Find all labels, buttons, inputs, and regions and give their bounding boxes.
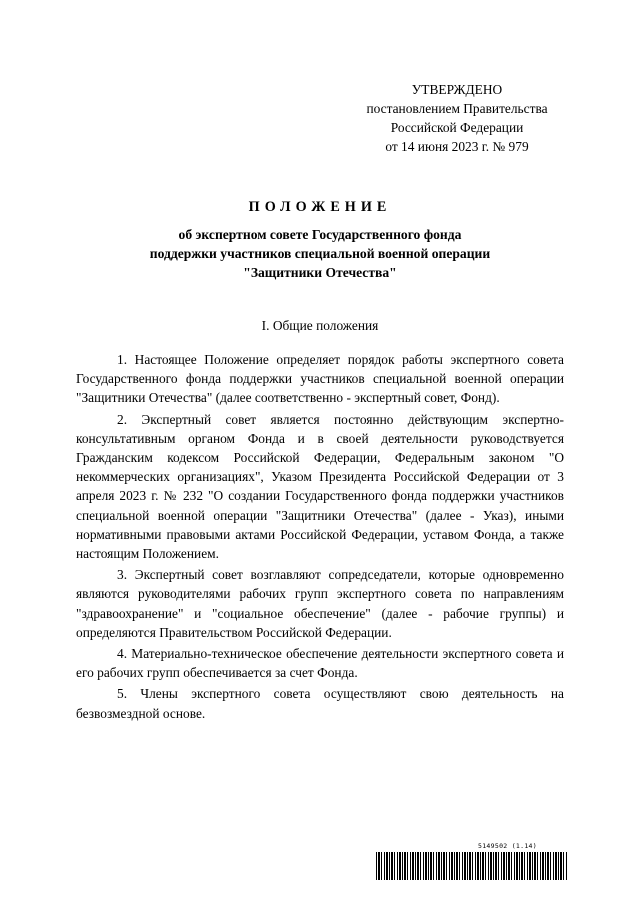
paragraph-3: 3. Экспертный совет возглавляют сопредседатели, которые одновременно являются руководителями рабочих групп экспертного совета по направлениям "здравоохранение" и "социальное обеспечение" (далее - рабочие группы) и определяются Правительством Российской Федерации. xyxy=(76,567,564,640)
approval-stamp: УТВЕРЖДЕНО xyxy=(411,82,503,97)
paragraph-1: 1. Настоящее Положение определяет порядок работы экспертного совета Государственного фонда поддержки участников специальной военной операции "Защитники Отечества" (далее соответственно - экспертный совет, Фонд). xyxy=(76,352,564,406)
subtitle-line-2: поддержки участников специальной военной операции xyxy=(149,246,491,261)
paragraph-4: 4. Материально-техническое обеспечение деятельности экспертного совета и его рабочих групп обеспечивается за счет Фонда. xyxy=(76,646,564,681)
document-subtitle xyxy=(80,225,560,282)
barcode-label: 5149502 (1.14) xyxy=(478,842,537,850)
document-body xyxy=(76,350,564,725)
section-heading: I. Общие положения xyxy=(261,318,379,333)
paragraph-2: 2. Экспертный совет является постоянно действующим экспертно-консультативным органом Фонда и в своей деятельности руководствуется Гражданским кодексом Российской Федерации, Федеральным законом "О некоммерческих организациях", Указом Президента Российской Федерации от 3 апреля 2023 г. № 232 "О создании Государственного фонда поддержки участников специальной военной операции "Защитники Отечества" (далее - Указ), иными нормативными правовыми актами Российской Федерации, уставом Фонда, а также настоящим Положением. xyxy=(76,411,564,562)
approval-authority: Российской Федерации xyxy=(390,120,524,135)
subtitle-line-3: "Защитники Отечества" xyxy=(243,265,397,280)
paragraph-5: 5. Члены экспертного совета осуществляют свою деятельность на безвозмездной основе. xyxy=(76,686,564,721)
approval-date-number: от 14 июня 2023 г. № 979 xyxy=(385,139,529,154)
approval-decree: постановлением Правительства xyxy=(366,101,548,116)
document-title: ПОЛОЖЕНИЕ xyxy=(248,199,392,215)
approval-block xyxy=(352,80,562,156)
barcode xyxy=(376,852,568,880)
subtitle-line-1: об экспертном совете Государственного фонда xyxy=(178,227,462,242)
